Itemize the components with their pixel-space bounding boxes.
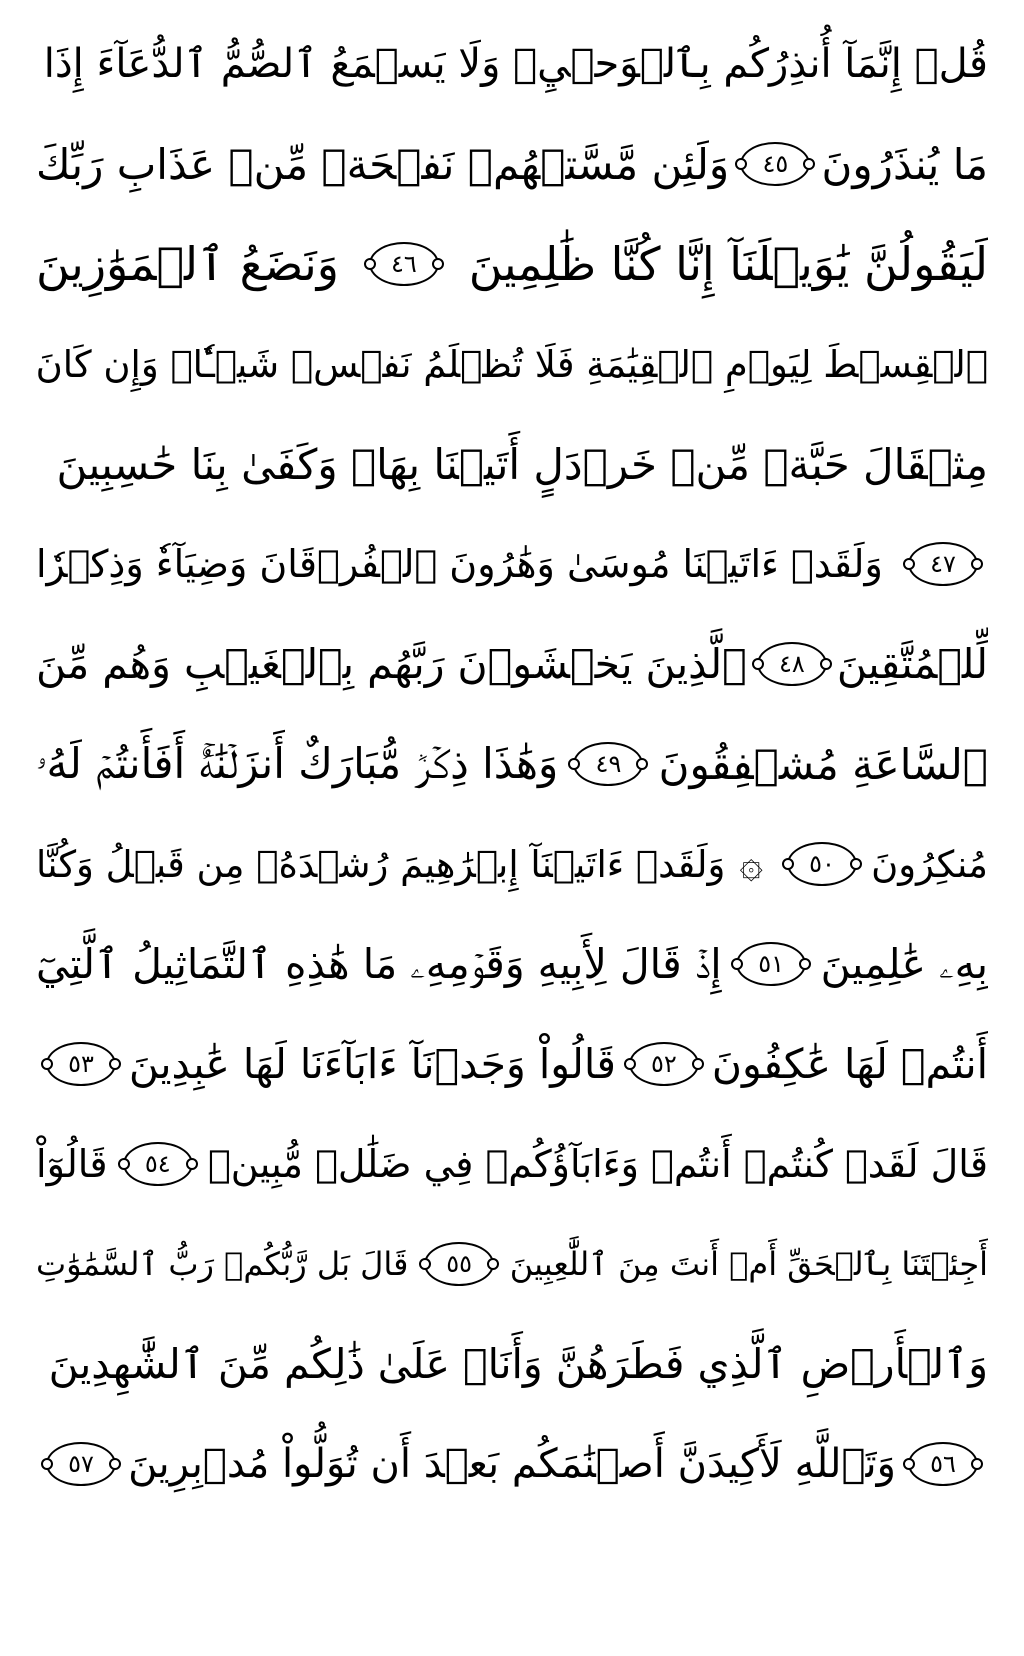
verse-text: وَهَٰذَا ذِكۡرٞ مُّبَارَكٌ أَنزَلۡنَٰهُۚ أَفَأَنتُمۡ لَهُۥ	[36, 739, 559, 788]
verse-line	[36, 214, 988, 314]
verse-text: قُلۡ إِنَّمَآ أُنذِرُكُم بِٱلۡوَحۡيِۚ وَلَا يَسۡمَعُ ٱلصُّمُّ ٱلدُّعَآءَ إِذَا	[43, 41, 988, 87]
ayah-number-marker: ٥٣	[46, 1042, 116, 1086]
verse-line	[36, 714, 988, 814]
verse-lines	[36, 14, 988, 1514]
verse-line	[36, 1314, 988, 1414]
verse-text: قَالَ بَل رَّبُّكُمۡ رَبُّ ٱلسَّمَٰوَٰتِ	[36, 1245, 409, 1283]
verse-line	[36, 1414, 988, 1514]
verse-text: إِذۡ قَالَ لِأَبِيهِ وَقَوۡمِهِۦ مَا هَٰذِهِ ٱلتَّمَاثِيلُ ٱلَّتِيٓ	[36, 939, 722, 988]
verse-text: قَالُوٓاْ	[36, 1142, 108, 1186]
verse-text: وَلَئِن مَّسَّتۡهُمۡ نَفۡحَةٞ مِّنۡ عَذَابِ رَبِّكَ	[36, 139, 730, 189]
verse-line	[36, 1014, 988, 1114]
verse-text: بِهِۦ عَٰلِمِينَ	[820, 939, 988, 988]
verse-text: وَلَقَدۡ ءَاتَيۡنَآ إِبۡرَٰهِيمَ رُشۡدَهُۥ مِن قَبۡلُ وَكُنَّا	[36, 842, 726, 886]
verse-text: وَٱلۡأَرۡضِ ٱلَّذِي فَطَرَهُنَّ وَأَنَا۠ عَلَىٰ ذَٰلِكُم مِّنَ ٱلشَّٰهِدِينَ	[48, 1340, 988, 1388]
verse-line	[36, 114, 988, 214]
hizb-marker-icon: ۞	[739, 841, 763, 887]
verse-text: ٱلَّذِينَ يَخۡشَوۡنَ رَبَّهُم بِٱلۡغَيۡبِ وَهُم مِّنَ	[36, 640, 747, 688]
verse-text: وَنَضَعُ ٱلۡمَوَٰزِينَ	[36, 237, 339, 291]
verse-line	[36, 614, 988, 714]
verse-text: ٱلۡقِسۡطَ لِيَوۡمِ ٱلۡقِيَٰمَةِ فَلَا تُظۡلَمُ نَفۡسٞ شَيۡـٔٗاۖ وَإِن كَانَ	[36, 342, 988, 386]
verse-text: مُنكِرُونَ	[871, 842, 988, 886]
ayah-number-marker: ٥٧	[46, 1442, 116, 1486]
ayah-number-marker: ٤٨	[757, 642, 827, 686]
verse-text: قَالُواْ وَجَدۡنَآ ءَابَآءَنَا لَهَا عَٰبِدِينَ	[128, 1040, 616, 1088]
verse-text: لِّلۡمُتَّقِينَ	[836, 640, 988, 688]
verse-text: أَنتُمۡ لَهَا عَٰكِفُونَ	[711, 1040, 988, 1088]
ayah-number-marker: ٥٥	[424, 1242, 494, 1286]
verse-text: مَا يُنذَرُونَ	[821, 139, 988, 189]
verse-text: قَالَ لَقَدۡ كُنتُمۡ أَنتُمۡ وَءَابَآؤُكُمۡ فِي ضَلَٰلٖ مُّبِينٖ	[207, 1142, 988, 1186]
verse-text: مِثۡقَالَ حَبَّةٖ مِّنۡ خَرۡدَلٍ أَتَيۡنَا بِهَاۗ وَكَفَىٰ بِنَا حَٰسِبِينَ	[56, 439, 988, 489]
ayah-number-marker: ٤٩	[573, 742, 643, 786]
verse-line	[36, 814, 988, 914]
verse-text: أَجِئۡتَنَا بِٱلۡحَقِّ أَمۡ أَنتَ مِنَ ٱللَّٰعِبِينَ	[509, 1245, 988, 1283]
verse-text: وَلَقَدۡ ءَاتَيۡنَا مُوسَىٰ وَهَٰرُونَ ٱلۡفُرۡقَانَ وَضِيَآءٗ وَذِكۡرٗا	[36, 542, 883, 586]
verse-line	[36, 1114, 988, 1214]
verse-text: وَتَٱللَّهِ لَأَكِيدَنَّ أَصۡنَٰمَكُم بَعۡدَ أَن تُوَلُّواْ مُدۡبِرِينَ	[128, 1441, 896, 1487]
ayah-number-marker: ٥٤	[123, 1142, 193, 1186]
verse-text: لَيَقُولُنَّ يَٰوَيۡلَنَآ إِنَّا كُنَّا ظَٰلِمِينَ	[468, 237, 988, 291]
verse-line	[36, 314, 988, 414]
verse-line	[36, 514, 988, 614]
ayah-number-marker: ٥٢	[629, 1042, 699, 1086]
verse-text: ٱلسَّاعَةِ مُشۡفِقُونَ	[658, 739, 988, 789]
verse-line	[36, 14, 988, 114]
ayah-number-marker: ٤٦	[369, 242, 439, 286]
ayah-number-marker: ٥٠	[787, 842, 857, 886]
ayah-number-marker: ٥١	[736, 942, 806, 986]
verse-line	[36, 414, 988, 514]
verse-line	[36, 914, 988, 1014]
ayah-number-marker: ٤٥	[740, 142, 810, 186]
ayah-number-marker: ٤٧	[908, 542, 978, 586]
ayah-number-marker: ٥٦	[908, 1442, 978, 1486]
verse-line	[36, 1214, 988, 1314]
